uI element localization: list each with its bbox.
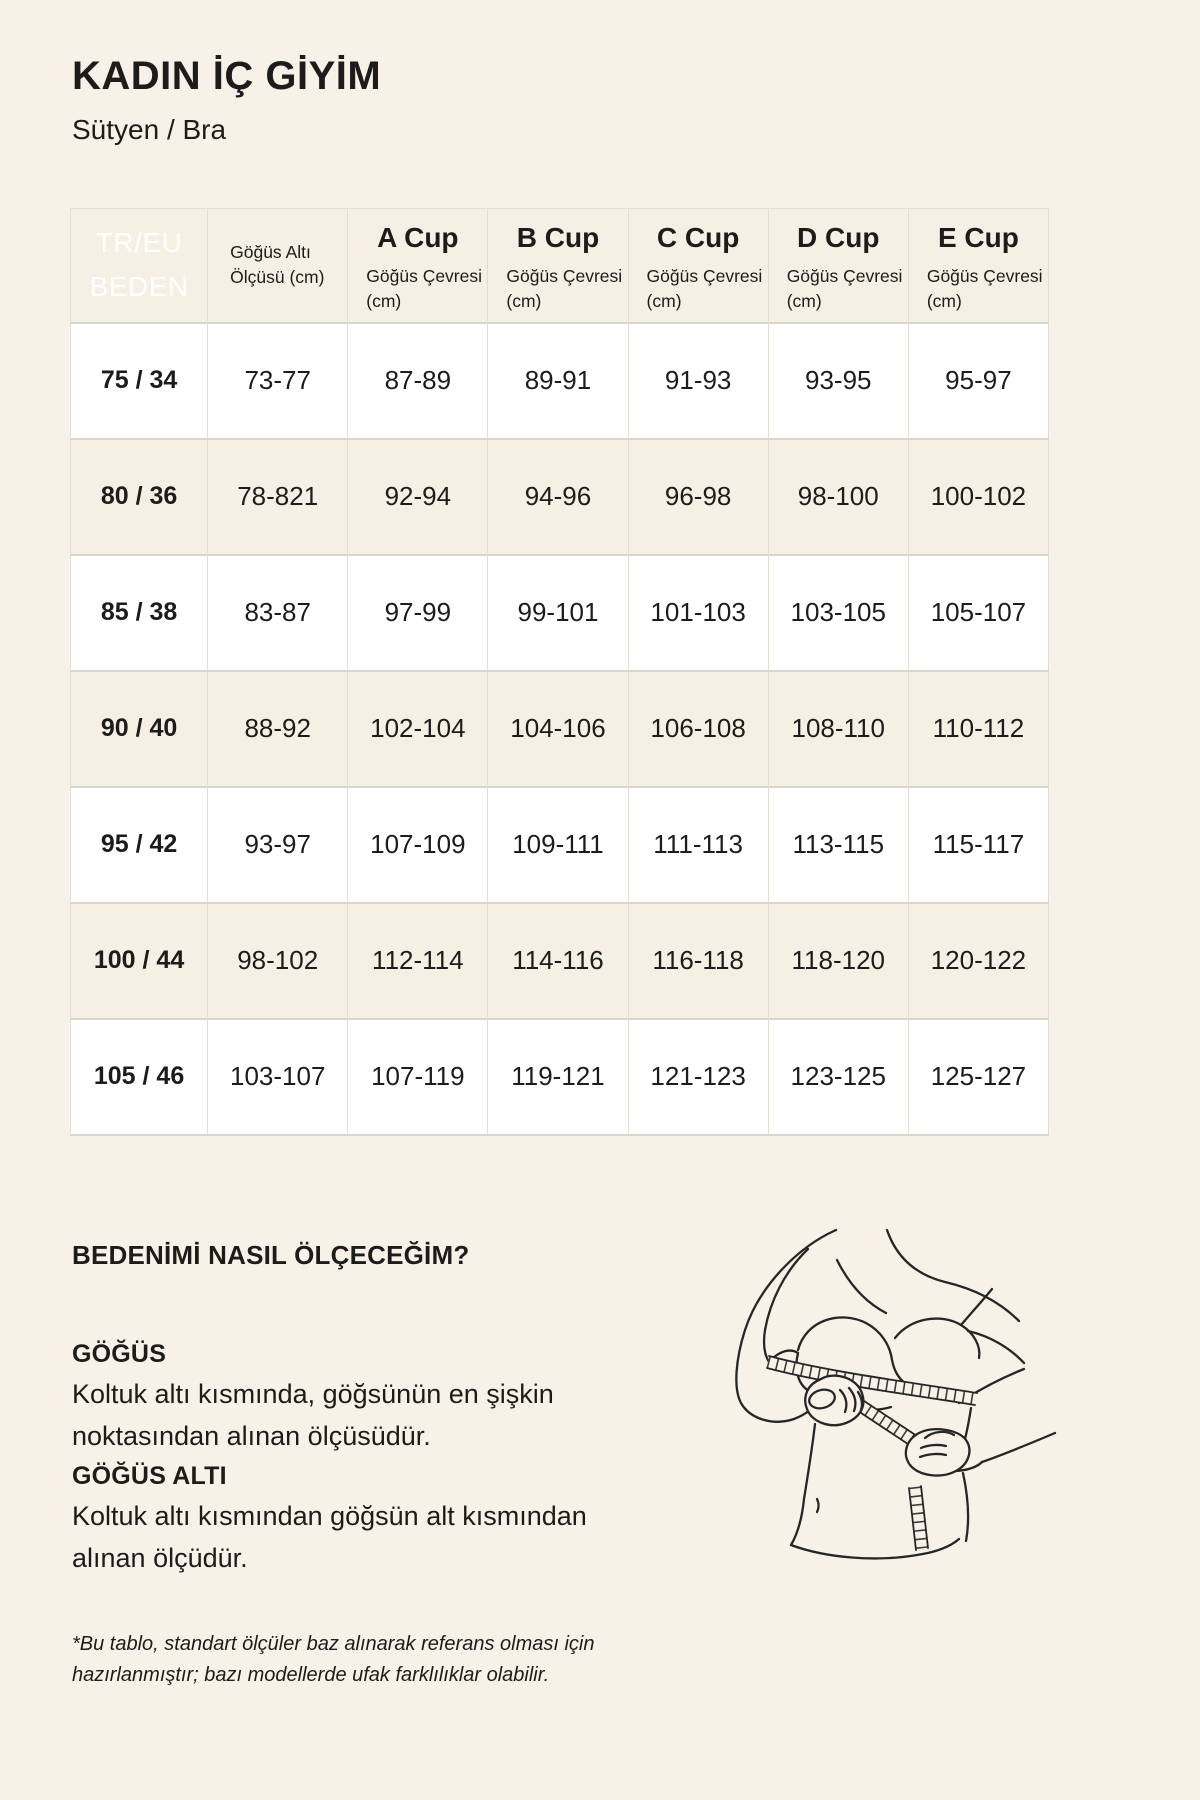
- cup-cell: 91-93: [628, 323, 768, 439]
- cup-title: C Cup: [656, 222, 740, 254]
- underbust-cell: 78-821: [208, 439, 348, 555]
- size-table-row: [71, 555, 1049, 671]
- cup-subtitle-line2: (cm): [926, 291, 962, 312]
- underbust-cell: 103-107: [208, 1019, 348, 1135]
- corner-header-line2: BEDEN: [89, 271, 189, 303]
- size-table-row: [71, 323, 1049, 439]
- measure-label-gogus: GÖĞÜS: [72, 1340, 167, 1368]
- size-table-row: [71, 439, 1049, 555]
- size-table-row: [71, 671, 1049, 787]
- measure-label-gogus-alti: GÖĞÜS ALTI: [72, 1462, 227, 1490]
- page-subtitle: Sütyen / Bra: [72, 114, 227, 145]
- underbust-cell: 93-97: [208, 787, 348, 903]
- cup-title: E Cup: [937, 222, 1019, 254]
- bust-measurement-illustration: [718, 1202, 1058, 1582]
- size-cell: 75 / 34: [71, 323, 208, 439]
- size-table-corner-header: [71, 209, 208, 323]
- underbust-cell: 83-87: [208, 555, 348, 671]
- size-table-body: [71, 323, 1049, 1135]
- cup-cell: 108-110: [768, 671, 908, 787]
- size-table-row: [71, 787, 1049, 903]
- cup-title: B Cup: [516, 222, 600, 254]
- cup-subtitle-line1: Göğüs Çevresi: [646, 266, 763, 287]
- cup-subtitle-line2: (cm): [786, 291, 822, 312]
- measure-section: [72, 1240, 667, 1691]
- underbust-cell: 98-102: [208, 903, 348, 1019]
- size-cell: 80 / 36: [71, 439, 208, 555]
- size-cell: 95 / 42: [71, 787, 208, 903]
- cup-column-header-0: [348, 209, 488, 323]
- underbust-cell: 88-92: [208, 671, 348, 787]
- cup-subtitle-line1: Göğüs Çevresi: [366, 266, 483, 287]
- cup-cell: 114-116: [488, 903, 628, 1019]
- cup-cell: 102-104: [348, 671, 488, 787]
- cup-cell: 116-118: [628, 903, 768, 1019]
- cup-column-header-4: [908, 209, 1048, 323]
- cup-title: A Cup: [377, 222, 459, 254]
- cup-cell: 92-94: [348, 439, 488, 555]
- measure-text-gogus: Koltuk altı kısmında, göğsünün en şişkin noktasından alınan ölçüsüdür.: [72, 1379, 554, 1451]
- measure-text-gogus-alti: Koltuk altı kısmından göğsün alt kısmından alınan ölçüdür.: [72, 1501, 587, 1573]
- cup-subtitle-line1: Göğüs Çevresi: [786, 266, 903, 287]
- cup-subtitle-line2: (cm): [506, 291, 542, 312]
- size-table-head: [71, 209, 1049, 323]
- underbust-header-line1: Göğüs Altı: [230, 242, 311, 263]
- cup-cell: 110-112: [908, 671, 1048, 787]
- underbust-cell: 73-77: [208, 323, 348, 439]
- cup-column-header-1: [488, 209, 628, 323]
- underbust-column-header: [208, 209, 348, 323]
- cup-cell: 118-120: [768, 903, 908, 1019]
- cup-cell: 125-127: [908, 1019, 1048, 1135]
- cup-cell: 109-111: [488, 787, 628, 903]
- size-cell: 90 / 40: [71, 671, 208, 787]
- cup-cell: 106-108: [628, 671, 768, 787]
- cup-cell: 104-106: [488, 671, 628, 787]
- size-cell: 105 / 46: [71, 1019, 208, 1135]
- cup-subtitle-line1: Göğüs Çevresi: [506, 266, 623, 287]
- cup-cell: 113-115: [768, 787, 908, 903]
- cup-cell: 87-89: [348, 323, 488, 439]
- cup-subtitle-line1: Göğüs Çevresi: [926, 266, 1043, 287]
- cup-cell: 101-103: [628, 555, 768, 671]
- cup-cell: 112-114: [348, 903, 488, 1019]
- cup-cell: 123-125: [768, 1019, 908, 1135]
- page-title: KADIN İÇ GİYİM: [72, 54, 382, 98]
- size-cell: 85 / 38: [71, 555, 208, 671]
- cup-cell: 99-101: [488, 555, 628, 671]
- bust-measurement-illustration-svg: [718, 1202, 1058, 1582]
- cup-cell: 105-107: [908, 555, 1048, 671]
- cup-cell: 111-113: [628, 787, 768, 903]
- cup-cell: 93-95: [768, 323, 908, 439]
- cup-cell: 120-122: [908, 903, 1048, 1019]
- underbust-header-line2: Ölçüsü (cm): [230, 267, 325, 288]
- cup-cell: 107-119: [348, 1019, 488, 1135]
- cup-cell: 89-91: [488, 323, 628, 439]
- size-table-row: [71, 903, 1049, 1019]
- measure-heading: BEDENİMİ NASIL ÖLÇECEĞİM?: [72, 1240, 470, 1270]
- cup-cell: 96-98: [628, 439, 768, 555]
- cup-cell: 95-97: [908, 323, 1048, 439]
- cup-cell: 121-123: [628, 1019, 768, 1135]
- size-table: [70, 208, 1049, 1136]
- cup-cell: 103-105: [768, 555, 908, 671]
- table-footnote: *Bu tablo, standart ölçüler baz alınarak referans olması için hazırlanmıştır; bazı modellerde ufak farklılıklar olabilir.: [72, 1633, 595, 1686]
- cup-subtitle-line2: (cm): [366, 291, 402, 312]
- cup-cell: 115-117: [908, 787, 1048, 903]
- size-table-row: [71, 1019, 1049, 1135]
- cup-cell: 119-121: [488, 1019, 628, 1135]
- size-cell: 100 / 44: [71, 903, 208, 1019]
- cup-title: D Cup: [797, 222, 880, 254]
- cup-cell: 100-102: [908, 439, 1048, 555]
- cup-subtitle-line2: (cm): [646, 291, 682, 312]
- cup-cell: 98-100: [768, 439, 908, 555]
- cup-cell: 97-99: [348, 555, 488, 671]
- cup-cell: 94-96: [488, 439, 628, 555]
- size-table-header-row: [71, 209, 1049, 323]
- cup-column-header-3: [768, 209, 908, 323]
- cup-column-header-2: [628, 209, 768, 323]
- cup-cell: 107-109: [348, 787, 488, 903]
- corner-header-line1: TR/EU: [95, 227, 183, 259]
